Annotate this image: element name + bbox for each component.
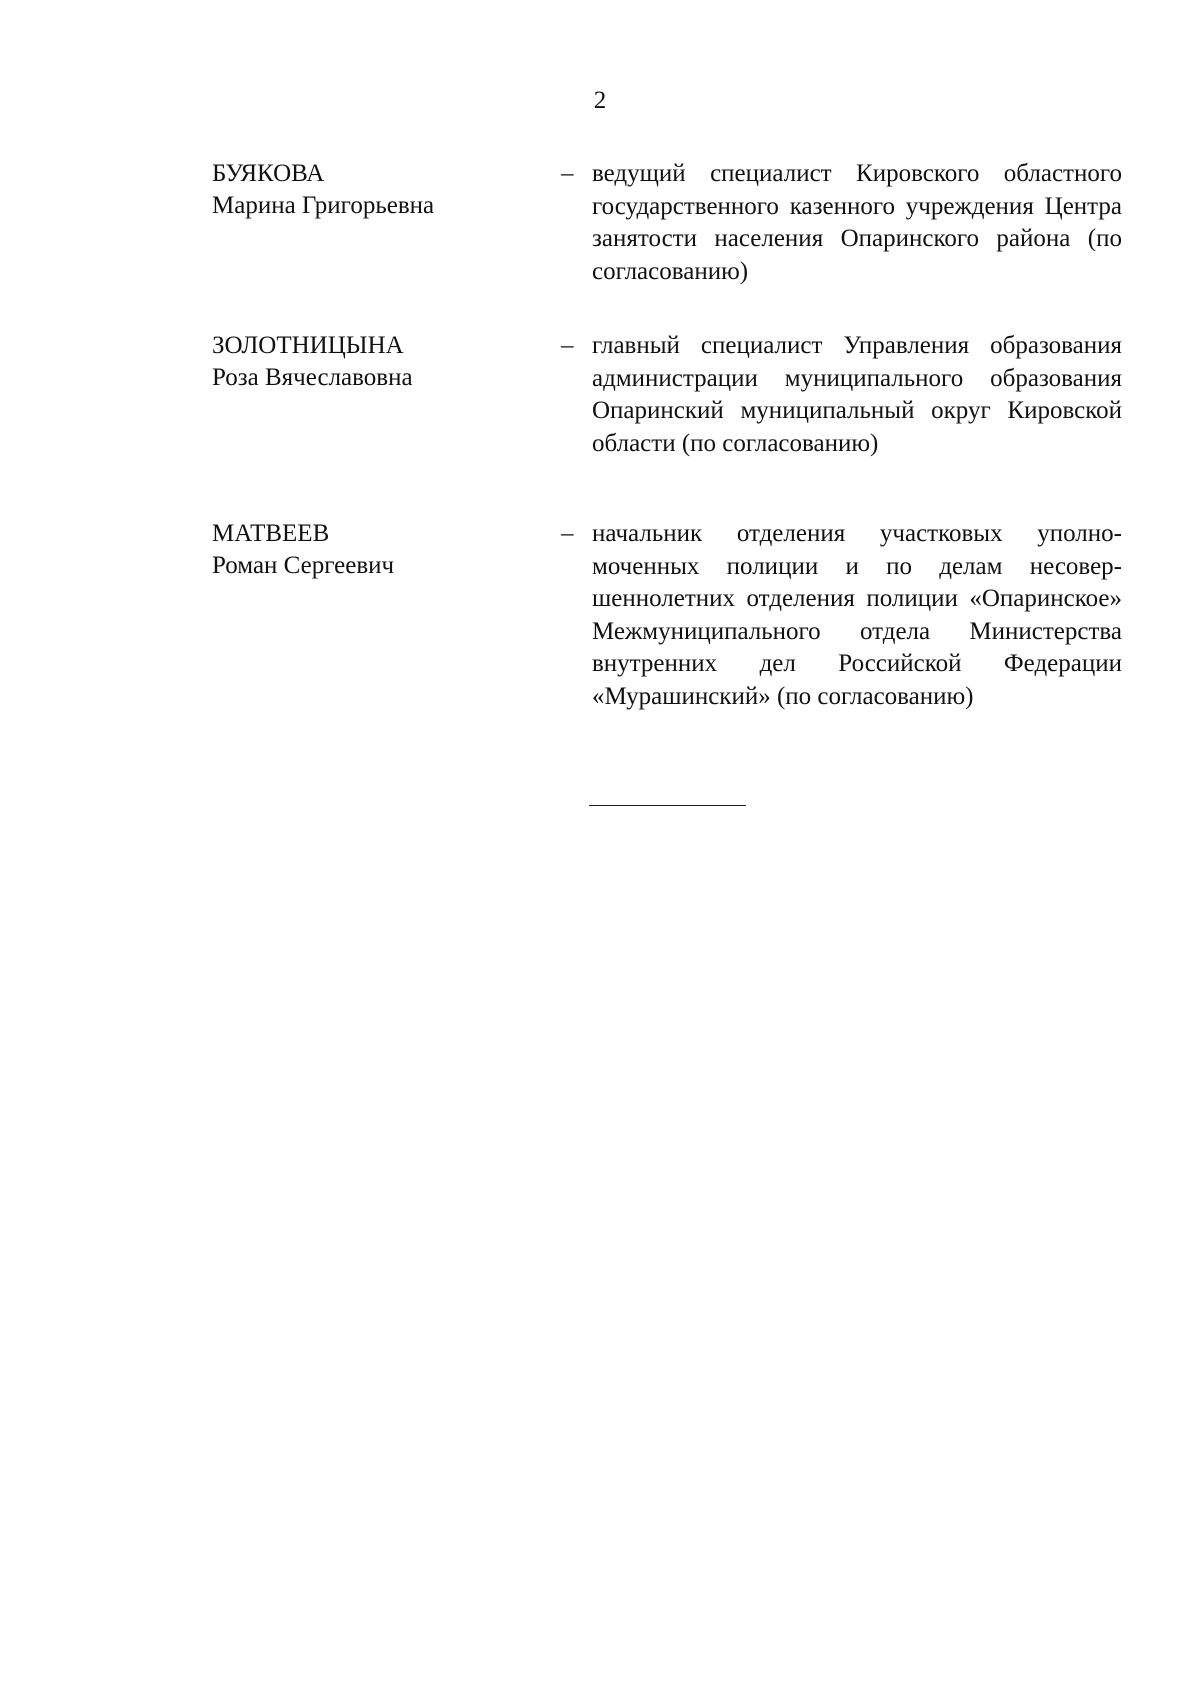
member-description: ведущий специалист Кировского областного государственного казенного учреждения Центра занятости населения Опаринского района (по согласованию) bbox=[592, 160, 1122, 285]
member-given-names: Марина Григорьевна bbox=[212, 192, 435, 219]
member-name bbox=[212, 518, 512, 582]
member-surname: ЗОЛОТНИЦЫНА bbox=[212, 332, 404, 359]
closing-rule bbox=[589, 805, 746, 806]
entry-dash: – bbox=[561, 160, 574, 187]
entry-dash: – bbox=[561, 332, 574, 359]
member-given-names: Роман Сергеевич bbox=[212, 552, 395, 579]
member-surname: МАТВЕЕВ bbox=[212, 520, 330, 547]
entry-dash: – bbox=[561, 520, 574, 547]
member-name bbox=[212, 330, 512, 394]
member-name bbox=[212, 158, 512, 222]
member-surname: БУЯКОВА bbox=[212, 160, 325, 187]
member-given-names: Роза Вячеславовна bbox=[212, 364, 413, 391]
page-number: 2 bbox=[593, 87, 607, 114]
member-description: главный специалист Управления образования администрации муниципального образования Опаринский муниципальный округ Кировской области (по согласованию) bbox=[592, 332, 1122, 457]
member-description: начальник отделения участковых уполномоченных полиции и по делам несовершеннолетних отделения полиции «Опаринское» Межмуниципального отдела Министерства внутренних дел Российской Федерации «Мурашинский» (по согласованию) bbox=[592, 520, 1122, 710]
